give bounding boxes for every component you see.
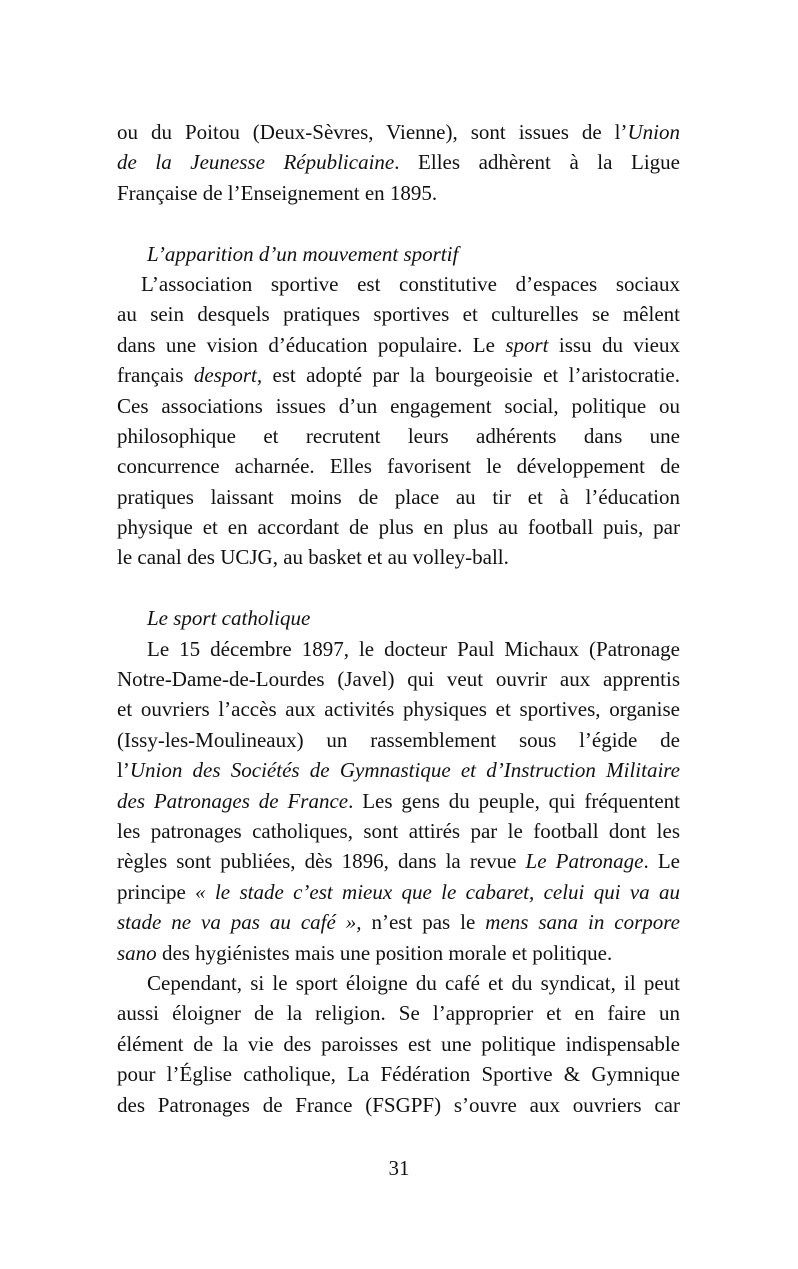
text-line: Française de l’Enseignement en 1895. xyxy=(117,180,438,205)
text-line: Cependant, si le sport éloigne du café et du syndicat, il peut xyxy=(147,970,680,995)
text-line: pratiques laissant moins de place au tir et à l’éducation xyxy=(117,484,680,509)
text-line: et ouvriers l’accès aux activités physiques et sportives, organise xyxy=(117,697,680,722)
text-line: physique et en accordant de plus en plus au football puis, par xyxy=(117,515,680,540)
section-catholic-sport xyxy=(117,603,680,1120)
section-sport-movement xyxy=(117,239,680,573)
text-line: (Issy-les-Moulineaux) un rassemblement sous l’égide de xyxy=(117,727,680,752)
text-line: Ces associations issues d’un engagement social, politique ou xyxy=(117,393,680,418)
paragraph-gap xyxy=(117,573,680,603)
text-line: Notre-Dame-de-Lourdes (Javel) qui veut ouvrir aux apprentis xyxy=(117,667,680,692)
page-number: 31 xyxy=(388,1156,410,1180)
section-heading: Le sport catholique xyxy=(147,606,311,631)
text-line: aussi éloigner de la religion. Se l’approprier et en faire un xyxy=(117,1001,680,1026)
page-body xyxy=(117,117,680,1120)
text-line: sano des hygiénistes mais une position morale et politique. xyxy=(117,940,613,965)
text-line: élément de la vie des paroisses est une politique indispensable xyxy=(117,1031,680,1056)
paragraph-intro xyxy=(117,117,680,208)
text-line: L’association sportive est constitutive d’espaces sociaux xyxy=(141,271,680,296)
text-line: concurrence acharnée. Elles favorisent le développement de xyxy=(117,454,680,479)
text-line: stade ne va pas au café », n’est pas le mens sana in corpore xyxy=(117,910,680,935)
text-line: le canal des UCJG, au basket et au volley-ball. xyxy=(117,545,509,570)
text-line: français desport, est adopté par la bourgeoisie et l’aristocratie. xyxy=(117,363,680,388)
text-line: principe « le stade c’est mieux que le cabaret, celui qui va au xyxy=(117,879,681,904)
text-line: des Patronages de France. Les gens du peuple, qui fréquentent xyxy=(117,788,680,813)
text-line: dans une vision d’éducation populaire. Le sport issu du vieux xyxy=(117,332,680,357)
text-line: des Patronages de France (FSGPF) s’ouvre aux ouvriers car xyxy=(117,1092,680,1117)
text-line: règles sont publiées, dès 1896, dans la revue Le Patronage. Le xyxy=(117,849,680,874)
text-line: de la Jeunesse Républicaine. Elles adhèrent à la Ligue xyxy=(117,150,681,175)
text-line: ou du Poitou (Deux-Sèvres, Vienne), sont issues de l’Union xyxy=(117,120,680,144)
paragraph-gap xyxy=(117,208,680,238)
text-line: au sein desquels pratiques sportives et culturelles se mêlent xyxy=(117,302,680,327)
text-line: pour l’Église catholique, La Fédération Sportive & Gymnique xyxy=(117,1062,680,1087)
text-line: philosophique et recrutent leurs adhérents dans une xyxy=(117,423,680,448)
section-heading: L’apparition d’un mouvement sportif xyxy=(147,241,459,266)
text-line: les patronages catholiques, sont attirés par le football dont les xyxy=(117,818,680,843)
text-line: l’Union des Sociétés de Gymnastique et d’Instruction Militaire xyxy=(117,758,680,783)
text-line: Le 15 décembre 1897, le docteur Paul Michaux (Patronage xyxy=(147,636,680,661)
